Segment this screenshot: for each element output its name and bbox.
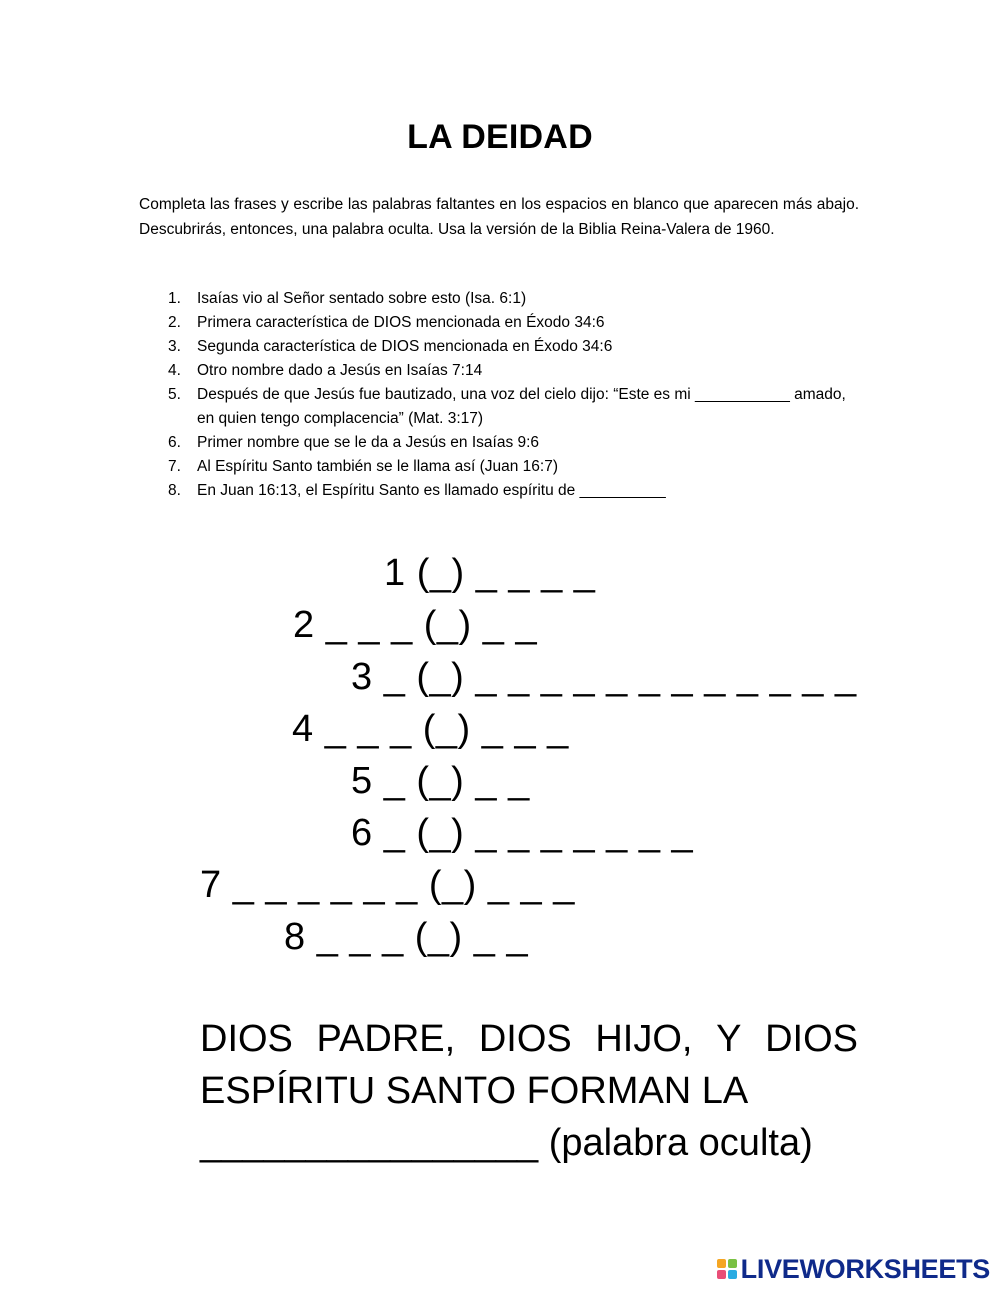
clue-number: 3. <box>168 338 181 355</box>
statement-word: DIOS <box>765 1018 858 1060</box>
clue-number: 4. <box>168 362 181 379</box>
puzzle-row-5[interactable]: 5 _ (_) _ _ <box>351 760 530 802</box>
clue-text: Al Espíritu Santo también se le llama así (Juan 16:7) <box>197 458 558 475</box>
clue-number: 8. <box>168 482 181 499</box>
clue-text: Otro nombre dado a Jesús en Isaías 7:14 <box>197 362 483 379</box>
page-title: LA DEIDAD <box>407 118 593 156</box>
statement-line-2: ESPÍRITU SANTO FORMAN LA <box>200 1070 749 1112</box>
instructions-paragraph: Completa las frases y escribe las palabras faltantes en los espacios en blanco que aparecen más abajo. Descubrirás, entonces, una palabra oculta. Usa la versión de la Biblia Reina-Valera de 1960. <box>139 196 859 238</box>
statement-word: Y <box>716 1018 742 1060</box>
statement-line-1 <box>200 1013 858 1065</box>
liveworksheets-logo <box>717 1252 990 1286</box>
clue-text: Isaías vio al Señor sentado sobre esto (Isa. 6:1) <box>197 290 527 307</box>
clue-number: 7. <box>168 458 181 475</box>
puzzle-row-8[interactable]: 8 _ _ _ (_) _ _ <box>284 916 529 958</box>
clue-text: Después de que Jesús fue bautizado, una voz del cielo dijo: “Este es mi ___________ amado, en quien tengo complacencia” (Mat. 3:17) <box>197 386 846 427</box>
clue-text: En Juan 16:13, el Espíritu Santo es llamado espíritu de __________ <box>197 482 666 499</box>
clue-text: Primer nombre que se le da a Jesús en Isaías 9:6 <box>197 434 540 451</box>
statement-word: DIOS <box>200 1018 293 1060</box>
clue-text: Primera característica de DIOS mencionada en Éxodo 34:6 <box>197 314 605 331</box>
puzzle-row-1[interactable]: 1 (_) _ _ _ _ <box>384 552 596 594</box>
puzzle-row-6[interactable]: 6 _ (_) _ _ _ _ _ _ _ <box>351 812 694 854</box>
clue-number: 1. <box>168 290 181 307</box>
puzzle-row-4[interactable]: 4 _ _ _ (_) _ _ _ <box>292 708 569 750</box>
clue-number: 2. <box>168 314 181 331</box>
clue-number: 5. <box>168 386 181 403</box>
hidden-word-blank[interactable]: ________________ (palabra oculta) <box>200 1122 813 1164</box>
statement-word: PADRE, <box>316 1018 456 1060</box>
liveworksheets-logo-icon <box>717 1259 737 1279</box>
statement-word: HIJO, <box>595 1018 693 1060</box>
puzzle-row-7[interactable]: 7 _ _ _ _ _ _ (_) _ _ _ <box>200 864 575 906</box>
puzzle-row-3[interactable]: 3 _ (_) _ _ _ _ _ _ _ _ _ _ _ _ <box>351 656 857 698</box>
puzzle-row-2[interactable]: 2 _ _ _ (_) _ _ <box>293 604 538 646</box>
hidden-word-statement <box>200 1013 858 1169</box>
clue-number: 6. <box>168 434 181 451</box>
statement-word: DIOS <box>478 1018 572 1060</box>
clue-text: Segunda característica de DIOS mencionada en Éxodo 34:6 <box>197 338 613 355</box>
liveworksheets-wordmark: LIVEWORKSHEETS <box>740 1253 990 1284</box>
